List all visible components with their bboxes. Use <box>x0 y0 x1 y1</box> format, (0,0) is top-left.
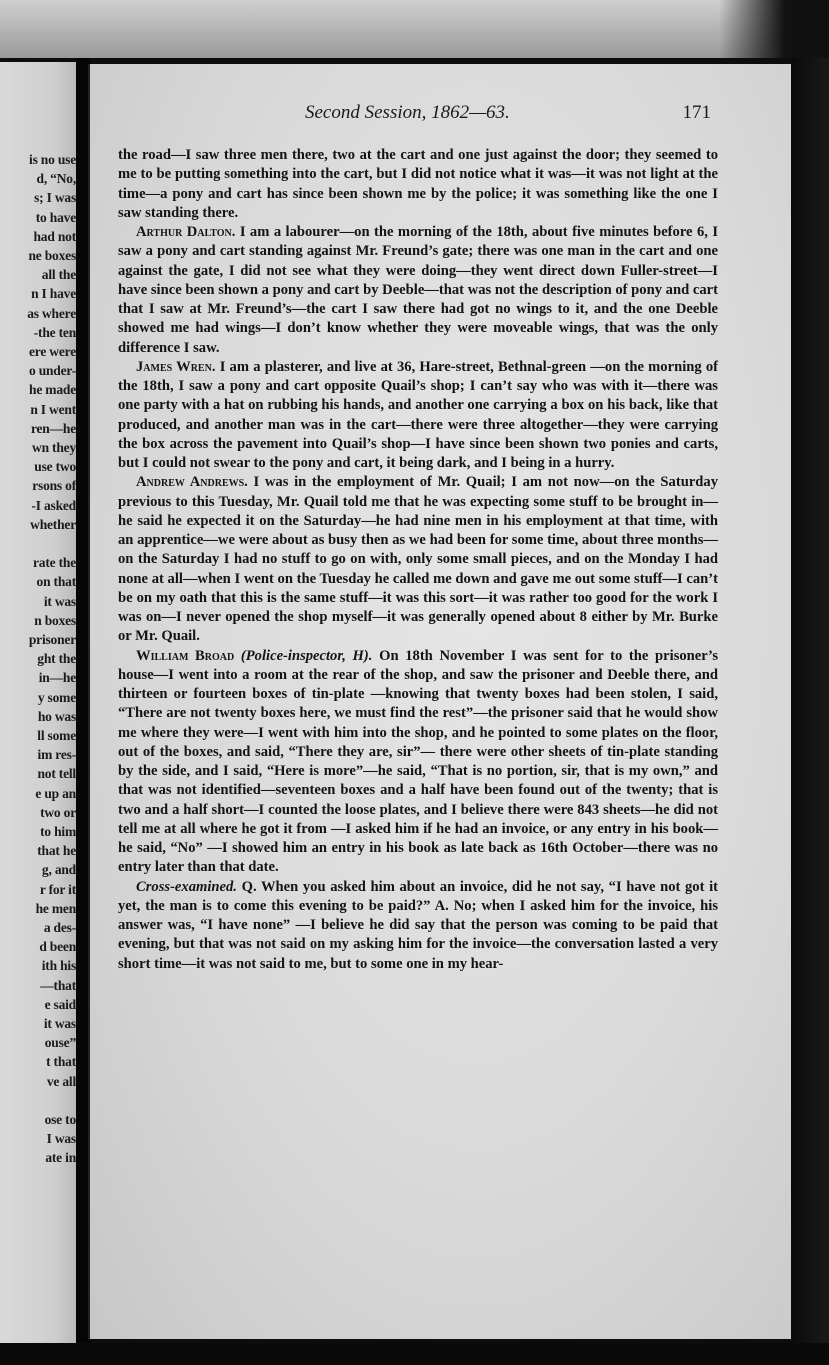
left-page-fragment: ght the <box>37 651 76 667</box>
speaker-name: Arthur Dalton. <box>136 224 236 240</box>
speaker-name: William Broad <box>136 647 235 664</box>
left-page-fragment: d, “No, <box>36 171 76 187</box>
left-page-fragment: r for it <box>39 881 76 897</box>
left-page-fragment: g, and <box>41 862 76 878</box>
left-page-fragment: on that <box>36 574 76 590</box>
left-page-fragment: he made <box>29 382 76 398</box>
left-page-fragment: it was <box>43 593 76 609</box>
left-page-fragment: ouse” <box>44 1035 76 1051</box>
left-page-fragment: n boxes <box>34 612 76 628</box>
speaker-name: James Wren. <box>136 358 216 375</box>
left-page-fragment: -the ten <box>33 324 76 340</box>
left-page-fragment: e said <box>44 996 76 1012</box>
paragraph-cross-examined <box>118 878 718 974</box>
left-page-fragment: ith his <box>41 958 76 974</box>
left-facing-page <box>0 62 78 1345</box>
left-page-fragment: y some <box>37 689 76 705</box>
left-page-fragment: n I have <box>31 286 76 302</box>
running-header <box>90 102 793 124</box>
page-number: 171 <box>682 102 711 123</box>
left-page-fragment: d been <box>39 939 76 955</box>
left-page-fragment: rsons of <box>32 478 76 494</box>
speaker-name: Andrew Andrews. <box>136 474 248 491</box>
left-page-fragment: whether <box>30 516 76 532</box>
body-text <box>118 146 718 974</box>
left-page-fragment: I was <box>46 1131 76 1147</box>
left-page-fragment: ren—he <box>30 420 76 436</box>
left-page-fragment: ne boxes <box>28 248 76 263</box>
speaker-note: (Police-inspector, H). <box>240 647 373 664</box>
left-page-fragment: ate in <box>45 1150 76 1166</box>
left-page-fragment: had not <box>33 228 76 244</box>
left-page-fragment: -I asked <box>31 497 76 513</box>
left-page-fragment: ere were <box>29 344 76 359</box>
paragraph-text: I am a labourer—on the morning of the 18th, about five minutes before 6, I saw a pony and cart standing against Mr. Freund’s gate; there was one man in the cart and one against the gate, I did not see what they were doing—they went direct down Fuller-street—I have since been shown a pony and cart by Deeble—that was not the description of pony and cart that I saw at Mr. Freund’s—the cart I saw there had got no wings to it, and the one Deeble showed me had wings—I don’t know whether they were moveable wings, that was the only difference I saw. <box>118 224 719 356</box>
paragraph-text: On 18th November I was sent for to the prisoner’s house—I went into a room at the rear of the shop, and saw the prisoner and Deeble there, and thirteen or fourteen boxes of tin-plate —knowing that twenty boxes had been stolen, I said, “There are not twenty boxes here, we must find the rest”—the prisoner said that he would show me where they were—I went with him into the shop, and he pointed to some plates on the floor, out of the boxes, and said, “There they are, sir”— there were other sheets of tin-plate standing by the side, and I said, “Here is more”—he said, “That is no portion, sir, that is my own,” and that was not identified—seventeen boxes and a half have been found out of the twenty; that is two and a half short—I counted the loose plates, and I believe there were 843 sheets—he did not tell me at all where he got it from —I asked him if he had an invoice, or any entry in his book—he said, “No” —I showed him an entry in his book as late back as 16th October—there was no entry later than that date. <box>118 647 719 876</box>
paragraph-text: I am a plasterer, and live at 36, Hare-street, Bethnal-green —on the morning of the 18th, I saw a pony and cart opposite Quail’s shop; I can’t say who was with it—there was one party with a hat on rubbing his hands, and another one carrying a box on his back, like that produced, and another man was in the cart—there were three altogether—they were carrying the box across the pavement into Quail’s shop—I have since been shown two ponies and carts, but I could not swear to the pony and cart, it being dark, and I being in a hurry. <box>118 358 719 471</box>
left-page-fragment: n I went <box>30 401 76 417</box>
bottom-dark-edge <box>0 1343 829 1365</box>
left-page-fragment: all the <box>41 267 76 283</box>
left-page-fragment: that he <box>37 843 76 859</box>
left-page-fragment: he men <box>35 900 76 916</box>
left-page-fragment: rate the <box>32 555 76 571</box>
left-page-fragment: e up an <box>35 785 76 801</box>
left-page-fragment: to him <box>40 824 76 839</box>
paragraph-text: Q. When you asked him about an invoice, did he not say, “I have not got it yet, the man is to come this evening to be paid?” A. No; when I asked him for the invoice, his answer was, “I have none” —I believe he did say that the person was coming to be paid that evening, but that was not said on my asking him for the invoice—the conversation lasted a very short time—it was not said to me, but to some one in my hear- <box>118 878 718 972</box>
left-page-fragment: ve all <box>46 1073 76 1089</box>
main-page <box>88 64 793 1339</box>
speaker-name: Cross-examined. <box>136 878 237 895</box>
left-page-fragment: s; I was <box>34 190 76 206</box>
paragraph-andrews <box>118 473 718 646</box>
left-page-fragment: wn they <box>32 440 76 455</box>
left-page-fragment: as where <box>27 305 76 321</box>
left-page-fragment: ose to <box>44 1112 76 1127</box>
left-page-fragment: —that <box>40 977 76 993</box>
left-page-fragment: ll some <box>37 728 76 743</box>
paragraph-text: the road—I saw three men there, two at the cart and one just against the door; they seemed to me to be putting something into the cart, but I did not notice what it was—it was not light at the time—a pony and cart has since been shown me by the police; it was something like the one I saw standing there. <box>118 147 718 221</box>
paragraph-dalton <box>118 223 718 358</box>
left-page-fragment: im res- <box>37 747 76 763</box>
paragraph-text: I was in the employment of Mr. Quail; I am not now—on the Saturday previous to this Tuesday, Mr. Quail told me that he was expecting some stuff to be brought in—he said he expected it on the Saturday—he had nine men in his employment at that time, with an apprentice—we were about as busy then as we had been for some time, about three months—on the Saturday I had no stuff to go on with, only some small pieces, and on the Monday I had none at all—when I went on the Tuesday he called me down and gave me out some stuff—I can’t be on my oath that this is the same stuff—it was this sort—it was rather too good for the work I was on—I never opened the shop myself—it was generally opened about 8 either by Mr. Burke or Mr. Quail. <box>118 474 719 645</box>
paragraph-broad <box>118 647 718 878</box>
left-page-fragment: it was <box>43 1016 76 1031</box>
session-title: Second Session, 1862—63. <box>305 102 510 123</box>
paragraph-wren <box>118 358 718 474</box>
left-page-fragment: to have <box>35 209 76 225</box>
top-shadow <box>719 0 829 58</box>
top-page-edge <box>0 0 829 58</box>
left-page-fragment: not tell <box>37 766 76 782</box>
right-dark-edge <box>791 58 829 1365</box>
left-page-fragment: is no use <box>29 152 76 167</box>
left-page-fragment: two or <box>40 804 76 820</box>
paragraph-continued <box>118 146 718 223</box>
left-page-fragment: a des- <box>43 920 76 935</box>
left-page-fragment: in—he <box>38 670 76 686</box>
left-page-fragment: ho was <box>37 708 76 724</box>
left-page-fragment: o under- <box>28 363 76 379</box>
left-page-fragment: t that <box>46 1054 76 1070</box>
left-page-fragment: prisoner <box>28 632 76 647</box>
left-page-fragment: use two <box>34 459 76 475</box>
